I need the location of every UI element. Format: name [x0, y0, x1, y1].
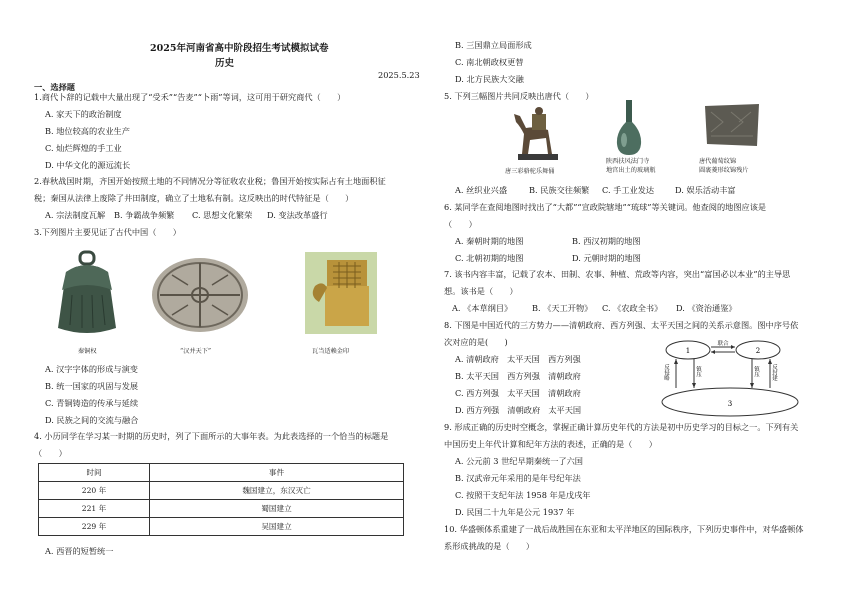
bronze-weight-image — [52, 250, 122, 338]
link-label: 联合 — [717, 341, 729, 347]
table-cell-time: 220 年 — [39, 482, 150, 500]
q4-option-d[interactable]: D. 北方民族大交融 — [455, 74, 524, 84]
q2-option-d[interactable]: D. 变法改革盛行 — [267, 210, 328, 220]
q4-stem-line1: 4. 小历同学在学习某一时期的历史时，列了下面所示的大事年表。为此表选择的一个恰当的标题是 — [34, 431, 389, 441]
silk-fragment-image — [703, 102, 761, 148]
table-cell-event: 吴国建立 — [150, 518, 404, 536]
q3-option-b[interactable]: B. 统一国家的巩固与发展 — [45, 381, 139, 391]
q5-caption-4: 唐代葡萄纹锦 — [699, 158, 737, 165]
exam-date: 2025.5.23 — [378, 70, 420, 80]
q8-stem-line1: 8. 下图是中国近代的三方势力——清朝政府、西方列强、太平天国之间的关系示意图。图中序号依 — [444, 320, 799, 330]
table-cell-event: 蜀国建立 — [150, 500, 404, 518]
event-table — [38, 463, 404, 536]
q2-option-b[interactable]: B. 争霸战争频繁 — [114, 210, 175, 220]
right-down-label: 镇压 — [753, 366, 759, 377]
q2-stem-line1: 2.春秋战国时期，齐国开始按照土地的不同情况分等征收农业税；鲁国开始按实际占有土地面积征 — [34, 176, 386, 186]
q6-option-d[interactable]: D. 元朝时期的地图 — [572, 253, 641, 263]
q1-option-d[interactable]: D. 中华文化的源远流长 — [45, 160, 131, 170]
q3-caption-3: 瓦当适赖金印 — [312, 348, 350, 355]
q6-option-b[interactable]: B. 西汉初期的地图 — [572, 236, 641, 246]
q4-stem-line2: （ ） — [34, 448, 67, 458]
q6-option-a[interactable]: A. 秦朝时期的地图 — [455, 236, 524, 246]
q4-option-a[interactable]: A. 西晋的短暂统一 — [45, 546, 114, 556]
q8-option-d[interactable]: D. 西方列强 清朝政府 太平天国 — [455, 405, 582, 415]
q7-option-c[interactable]: C. 《农政全书》 — [602, 303, 663, 313]
q5-stem: 5. 下列三幅图片共同反映出唐代（ ） — [444, 91, 594, 101]
subject-title: 历史 — [215, 58, 235, 69]
node-3-label: 3 — [727, 400, 733, 408]
q6-stem-line1: 6. 某同学在查阅地图时找出了“大都”“宣政院辖地”“琉球”等关键词。他查阅的地图应该是 — [444, 202, 767, 212]
table-cell-time: 221 年 — [39, 500, 150, 518]
table-header-time: 时间 — [39, 464, 150, 482]
section-heading: 一、选择题 — [34, 82, 75, 92]
q9-stem-line2: 中国历史上年代计算和纪年方法的表述，正确的是（ ） — [444, 439, 657, 449]
q4-option-b[interactable]: B. 三国鼎立局面形成 — [455, 40, 532, 50]
q9-option-d[interactable]: D. 民国二十九年是公元 1937 年 — [455, 507, 575, 517]
q1-option-b[interactable]: B. 地位较高的农业生产 — [45, 126, 130, 136]
q5-option-b[interactable]: B. 民族交往频繁 — [529, 185, 590, 195]
q10-stem-line2: 系形成挑战的是（ ） — [444, 541, 535, 551]
table-row — [39, 518, 404, 536]
q7-stem-line2: 想。该书是（ ） — [444, 286, 518, 296]
q6-option-c[interactable]: C. 北朝初期的地图 — [455, 253, 524, 263]
q1-stem: 1.商代卜辞的记载中大量出现了“受禾”“告麦”“卜雨”等词，这可用于研究商代（ ） — [34, 92, 346, 102]
q10-stem-line1: 10. 华盛顿体系重建了一战后战胜国在东亚和太平洋地区的国际秩序，下列历史事件中，对华盛顿体 — [444, 524, 804, 534]
exam-title: 2025年河南省高中阶段招生考试模拟试卷 — [150, 43, 329, 54]
q9-option-b[interactable]: B. 汉武帝元年采用的是年号纪年法 — [455, 473, 581, 483]
q3-caption-1: 秦铜权 — [78, 348, 97, 355]
q5-caption-2: 陕西扶风法门寺 — [606, 158, 650, 165]
q9-stem-line1: 9. 形成正确的历史时空概念，掌握正确计算历史年代的方法是初中历史学习的目标之一。下列有关 — [444, 422, 799, 432]
q3-option-d[interactable]: D. 民族之间的交流与融合 — [45, 415, 139, 425]
camel-figurine-image — [508, 104, 564, 162]
glass-bottle-image — [614, 100, 644, 156]
gold-seal-image — [305, 252, 377, 334]
table-row — [39, 482, 404, 500]
node-2-label: 2 — [755, 347, 761, 355]
q8-option-b[interactable]: B. 太平天国 西方列强 清朝政府 — [455, 371, 581, 381]
q8-option-c[interactable]: C. 西方列强 太平天国 清朝政府 — [455, 388, 581, 398]
three-forces-diagram — [660, 338, 820, 422]
q6-stem-line2: （ ） — [444, 219, 477, 229]
q1-option-c[interactable]: C. 灿烂辉煌的手工业 — [45, 143, 122, 153]
q2-stem-line2: 税；秦国从法律上废除了井田制度，确立了土地私有制。这反映出的时代特征是（ ） — [34, 193, 354, 203]
q2-option-c[interactable]: C. 思想文化繁荣 — [192, 210, 253, 220]
node-1-label: 1 — [685, 347, 691, 355]
q5-caption-3: 地宫出土的玻璃瓶 — [606, 167, 656, 174]
table-header-event: 事件 — [150, 464, 404, 482]
q7-option-a[interactable]: A. 《本草纲目》 — [452, 303, 513, 313]
q8-stem-line2: 次对应的是( ) — [444, 337, 508, 347]
q2-option-a[interactable]: A. 宗法制度瓦解 — [45, 210, 106, 220]
right-up-label: 反封建 — [771, 364, 777, 381]
q7-option-d[interactable]: D. 《资治通鉴》 — [676, 303, 737, 313]
q5-caption-1: 唐三彩骆驼乐舞俑 — [505, 168, 555, 175]
table-header-row — [39, 464, 404, 482]
q9-option-c[interactable]: C. 按照干支纪年法 1958 年是戊戌年 — [455, 490, 591, 500]
table-row — [39, 500, 404, 518]
q5-caption-5: 圆裹菱形纹锦残片 — [699, 167, 749, 174]
q5-option-a[interactable]: A. 丝织业兴盛 — [455, 185, 508, 195]
q9-option-a[interactable]: A. 公元前 3 世纪早期秦统一了六国 — [455, 456, 583, 466]
q5-option-c[interactable]: C. 手工业发达 — [602, 185, 655, 195]
q3-stem: 3.下列图片主要见证了古代中国（ ） — [34, 227, 181, 237]
left-up-label: 反侵略 — [663, 364, 669, 381]
q3-option-a[interactable]: A. 汉字字体的形成与演变 — [45, 364, 138, 374]
left-down-label: 镇压 — [695, 366, 701, 377]
table-cell-time: 229 年 — [39, 518, 150, 536]
q3-option-c[interactable]: C. 青铜铸造的传承与延续 — [45, 398, 139, 408]
q8-option-a[interactable]: A. 清朝政府 太平天国 西方列强 — [455, 354, 581, 364]
q5-option-d[interactable]: D. 娱乐活动丰富 — [675, 185, 736, 195]
q1-option-a[interactable]: A. 家天下的政治制度 — [45, 109, 122, 119]
table-cell-event: 魏国建立，东汉灭亡 — [150, 482, 404, 500]
q3-caption-2: “汉并天下” — [180, 348, 212, 355]
q7-stem-line1: 7. 该书内容丰富，记载了农本、田制、农事、种植、荒政等内容，突出“富国必以本业”的主导思 — [444, 269, 791, 279]
q7-option-b[interactable]: B. 《天工开物》 — [532, 303, 593, 313]
q4-option-c[interactable]: C. 南北朝政权更替 — [455, 57, 524, 67]
roof-tile-image — [150, 255, 250, 335]
